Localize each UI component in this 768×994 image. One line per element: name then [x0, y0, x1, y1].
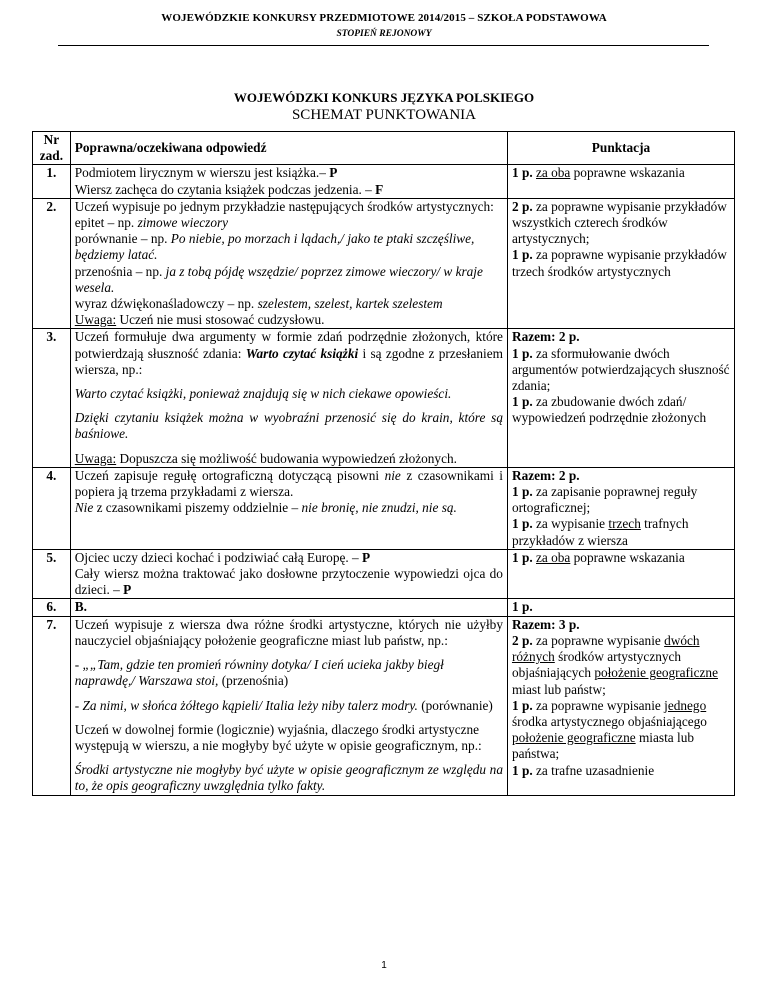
answer-example: zimowe wieczory	[137, 215, 229, 231]
points-text: miast lub państw;	[511, 681, 606, 697]
answer-cell	[70, 616, 507, 795]
points-text: za poprawne wypisanie przykładów wszystkich czterech środków artystycznych;	[511, 198, 727, 247]
answer-text: Uczeń zapisuje regułę ortograficzną dotyczącą pisowni	[74, 467, 385, 483]
table-row	[33, 599, 735, 616]
task-number: 7.	[33, 616, 71, 795]
points-emphasis: położenie geograficzne	[511, 730, 636, 746]
answer-example: - „„Tam, gdzie ten promień równiny dotyka/ I cień ucieka jakby biegł naprawdę,/ Warszawa stoi,	[74, 657, 444, 689]
note-text: Dopuszcza się możliwość budowania wypowiedzeń złożonych.	[116, 450, 457, 466]
table-row	[33, 549, 735, 599]
points-text: środka artystycznego objaśniającego	[511, 713, 707, 729]
answer-example: Po niebie, po morzach i lądach,/ jako te ptaki szczęśliwe, będziemy latać.	[74, 231, 475, 263]
header-nr: Nr zad.	[33, 132, 71, 165]
answer-mark: P	[362, 549, 371, 565]
header-points: Punktacja	[507, 132, 734, 165]
points-text: za trafne uzasadnienie	[532, 762, 655, 778]
points-cell	[507, 549, 734, 599]
answer-text: Uczeń formułuje dwa argumenty w formie zdań podrzędnie złożonych, które potwierdzają słuszność zdania:	[74, 329, 503, 361]
answer-text: Wiersz zachęca do czytania książek podczas jedzenia. –	[74, 181, 376, 197]
points-value: 1 p.	[511, 599, 533, 615]
header-rule	[58, 45, 709, 46]
answer-example: ja z tobą pójdę wszędzie/ poprzez zimowe wieczory/ w kraje wesela.	[74, 263, 483, 295]
answer-cell	[70, 467, 507, 549]
answer-text: z czasownikami piszemy oddzielnie –	[93, 500, 302, 516]
answer-text: wyraz dźwiękonaśladowczy – np.	[74, 296, 258, 312]
task-number: 2.	[33, 198, 71, 329]
points-emphasis: za oba	[536, 549, 571, 565]
answer-cell	[70, 329, 507, 467]
note-label: Uwaga:	[74, 450, 117, 466]
points-value: 2 p.	[511, 632, 533, 648]
answer-cell	[70, 165, 507, 198]
points-cell	[507, 467, 734, 549]
points-text: za zapisanie poprawnej reguły ortograficznej;	[511, 484, 698, 516]
points-text: za poprawne wypisanie przykładów trzech środków artystycznych	[511, 247, 727, 279]
points-cell	[507, 165, 734, 198]
task-number: 6.	[33, 599, 71, 616]
answer-example: Warto czytać książki, ponieważ znajdują się w nich ciekawe opowieści.	[74, 386, 452, 402]
answer-quote: Warto czytać książki	[245, 345, 359, 361]
note-text: Uczeń nie musi stosować cudzysłowu.	[116, 312, 325, 328]
task-number: 1.	[33, 165, 71, 198]
points-value: 1 p.	[511, 165, 533, 181]
points-value: 2 p.	[511, 198, 533, 214]
points-value: 1 p.	[511, 484, 533, 500]
points-value: 1 p.	[511, 762, 533, 778]
points-text: za poprawne wypisanie	[532, 632, 665, 648]
answer-example: nie bronię, nie znudzi, nie są.	[301, 500, 457, 516]
points-value: 1 p.	[511, 549, 533, 565]
points-value: 1 p.	[511, 516, 533, 532]
points-text: poprawne wskazania	[570, 165, 685, 181]
answer-example: szelestem, szelest, kartek szelestem	[257, 296, 443, 312]
answer-cell	[70, 599, 507, 616]
points-emphasis: jednego	[664, 697, 707, 713]
answer-mark: P	[329, 165, 338, 181]
answer-text: Uczeń w dowolnej formie (logicznie) wyjaśnia, dlaczego środki artystyczne występują w wierszu, a nie mogłyby być użyte w opisie geograficznym, np.:	[74, 721, 482, 753]
answer-text: Uczeń wypisuje po jednym przykładzie następujących środków artystycznych:	[74, 198, 494, 214]
points-text: poprawne wskazania	[570, 549, 685, 565]
answer-example: Dzięki czytaniu książek można w wyobraźni przenosić się do krain, które są baśniowe.	[74, 410, 503, 442]
points-text: za sformułowanie dwóch argumentów potwierdzających słuszność zdania;	[511, 345, 730, 394]
points-text: za zbudowanie dwóch zdań/ wypowiedzeń podrzędnie złożonych	[511, 394, 707, 426]
points-value: 1 p.	[511, 345, 533, 361]
points-text: za wypisanie	[532, 516, 609, 532]
answer-mark: P	[123, 582, 132, 598]
answer-mark: B.	[74, 599, 87, 615]
points-total: Razem: 2 p.	[511, 329, 580, 345]
header-answer: Poprawna/oczekiwana odpowiedź	[70, 132, 507, 165]
answer-cell	[70, 549, 507, 599]
points-cell	[507, 616, 734, 795]
answer-text: z czasownikami i popiera ją trzema przykładami z wiersza.	[74, 467, 503, 500]
note-label: Uwaga:	[74, 312, 117, 328]
points-cell	[507, 599, 734, 616]
table-row	[33, 616, 735, 795]
points-text: środków artystycznych objaśniających	[511, 649, 682, 681]
answer-text: Cały wiersz można traktować jako dosłowne przytoczenie wypowiedzi ojca do dzieci. –	[74, 566, 503, 598]
points-cell	[507, 329, 734, 467]
answer-text: Uczeń wypisuje z wiersza dwa różne środki artystyczne, których nie użyłby nauczyciel objaśniający położenie geograficzne miast lub państw, np.:	[74, 616, 503, 648]
table-row	[33, 198, 735, 329]
task-number: 4.	[33, 467, 71, 549]
points-cell	[507, 198, 734, 329]
running-subheader: STOPIEŃ REJONOWY	[336, 29, 432, 39]
points-emphasis: trzech	[608, 516, 641, 532]
points-text: za poprawne wypisanie	[532, 697, 665, 713]
points-emphasis: za oba	[536, 165, 571, 181]
points-total: Razem: 2 p.	[511, 467, 580, 483]
points-emphasis: różnych	[511, 649, 555, 665]
points-value: 1 p.	[511, 247, 533, 263]
answer-text: epitet – np.	[74, 215, 138, 231]
points-text: miasta lub państwa;	[511, 730, 694, 762]
answer-cell	[70, 198, 507, 329]
answer-text: (przenośnia)	[218, 673, 289, 689]
points-value: 1 p.	[511, 697, 533, 713]
document-subtitle: SCHEMAT PUNKTOWANIA	[291, 107, 477, 123]
answer-example: - Za nimi, w słońca żółtego kąpieli/ Italia leży niby talerz modry.	[74, 697, 418, 713]
task-number: 5.	[33, 549, 71, 599]
answer-mark: F	[375, 181, 384, 197]
answer-text: Ojciec uczy dzieci kochać i podziwiać całą Europę. –	[74, 549, 362, 565]
answer-italic: Nie	[74, 500, 94, 516]
answer-text: Podmiotem lirycznym w wierszu jest książka.–	[74, 165, 330, 181]
answer-text: porównanie – np.	[74, 231, 171, 247]
task-number: 3.	[33, 329, 71, 467]
points-emphasis: położenie geograficzne	[594, 665, 718, 681]
answer-text: (porównanie)	[417, 697, 493, 713]
points-text: trafnych przykładów z wiersza	[511, 516, 689, 548]
answer-text: przenośnia – np.	[74, 263, 166, 279]
page-number: 1	[381, 960, 387, 971]
answer-italic: nie	[384, 467, 401, 483]
table-row	[33, 467, 735, 549]
table-row	[33, 165, 735, 198]
answer-text: i są zgodne z przesłaniem wiersza, np.:	[74, 345, 503, 377]
points-value: 1 p.	[511, 394, 533, 410]
table-row	[33, 329, 735, 467]
table-header-row	[33, 132, 735, 165]
points-total: Razem: 3 p.	[511, 616, 580, 632]
running-header: WOJEWÓDZKIE KONKURSY PRZEDMIOTOWE 2014/2015 – SZKOŁA PODSTAWOWA	[161, 12, 607, 24]
document-title: WOJEWÓDZKI KONKURS JĘZYKA POLSKIEGO	[233, 90, 535, 105]
points-emphasis: dwóch	[664, 632, 700, 648]
scoring-table	[32, 131, 735, 796]
answer-example: Środki artystyczne nie mogłyby być użyte w opisie geograficznym ze względu na to, że opis geograficzny uwzględnia tylko fakty.	[74, 762, 503, 794]
